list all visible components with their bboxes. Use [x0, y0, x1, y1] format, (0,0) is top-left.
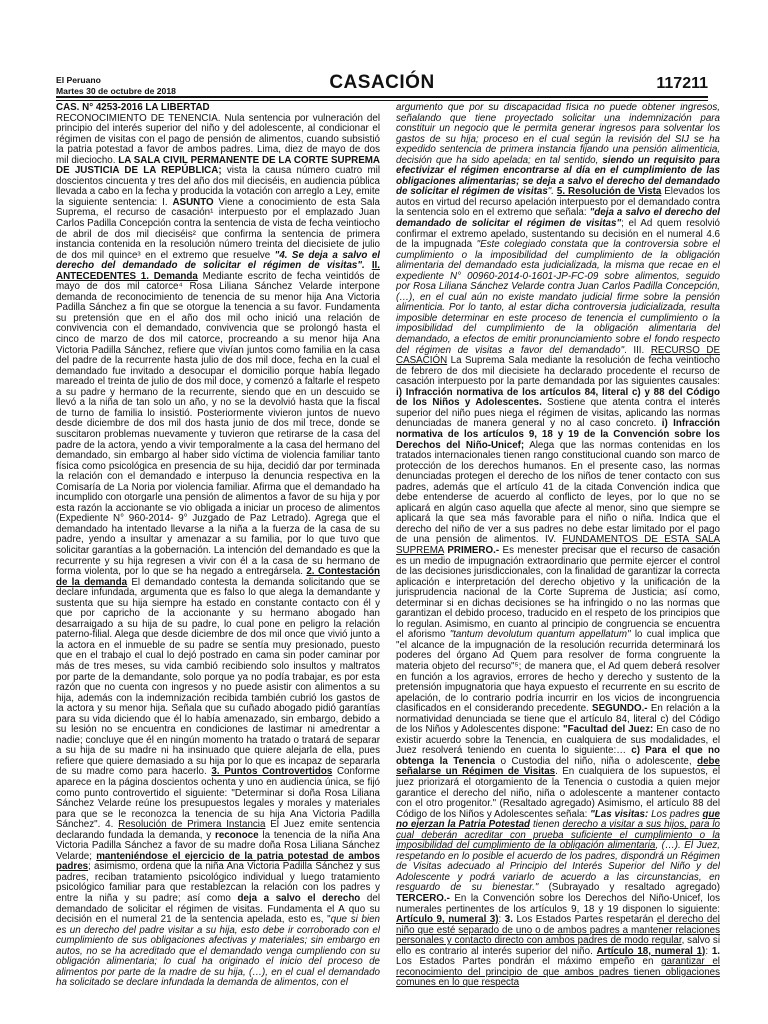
- paragraph: la tenencia de la niña Ana Victoria Padilla Sánchez a favor de su madre doña Rosa Liliana Sánchez Velarde;: [56, 829, 380, 862]
- section-heading: FUNDAMENTOS DE ESTA SALA SUPREMA: [396, 534, 720, 556]
- paragraph: vista la causa número cuatro mil doscientos cincuenta y tres del año dos mil dieciséis, en audiencia pública llevada a cabo en la fecha y producida la votación con arreglo a Ley, emite la siguiente sentencia: I.: [56, 165, 380, 208]
- paragraph: Los Estados Partes pondrán el máximo empeño en: [396, 956, 654, 968]
- quote: "tantum devolutum quantum appellatum": [449, 629, 631, 641]
- quote: ".: [547, 186, 554, 198]
- page-number: 117211: [656, 75, 708, 92]
- section-heading: ASUNTO: [172, 196, 214, 208]
- emphasis: "Las visitas:: [590, 808, 649, 820]
- quote: derecho a visitar a sus hijos, para lo cual deberán acreditar con prueba suficiente el cumplimiento o la imposibilidad del cumplimiento de la obligación alimentaria: [396, 819, 720, 852]
- emphasis: deja a salvo el derecho: [237, 893, 361, 905]
- emphasis: que no ejerzan la Patria Potestad: [396, 808, 720, 831]
- header-rule: [56, 100, 708, 101]
- paragraph: (Subrayado y resaltado agregado): [548, 882, 720, 894]
- paragraph: El Juez emite sentencia declarando fundada la demanda, y: [56, 819, 380, 841]
- causal-heading: i) Infracción normativa de los artículos 84, literal c) y 88 del Código de los Niños y Adolescentes.: [396, 386, 720, 409]
- paragraph: lo cual implica que "el alcance de la impugnación de la resolución recurrida determinará los poderes del órgano Ad Quem para resolver de forma congruente la materia objeto del recurso"⁵; de manera que, el Ad quem deberá resolver en función a los agravios, errores de hecho y derecho y sustento de la pretensión impugnatoria que haya expuesto el recurrente en su escrito de apelación, de lo contrario podría incurrir en los vicios de incongruencia clasificados en el considerando precedente.: [396, 629, 720, 715]
- paragraph: :: [498, 914, 502, 926]
- paragraph: Es menester precisar que el recurso de casación es un medio de impugnación extraordinario que permite ejercer el control de las decisiones jurisdiccionales, con la finalidad de garantizar la correcta aplicación e interpretación del derecho objetivo y la unificación de la jurisprudencia nacional de la Corte Suprema de Justicia; así como, determinar si en dichas decisiones se ha infringido o no las normas que garantizan el debido proceso, traducido en el respeto de los principios que lo regulan. Asimismo, en cuanto al principio de congruencia se encuentra el aforismo: [396, 544, 720, 641]
- section-title: CASACIÓN: [329, 72, 435, 93]
- causal-heading: i) Infracción normativa de los artículos 9, 18 y 19 de la Convención sobre los Derechos del Niño-Unicef;: [396, 418, 720, 451]
- emphasis: c) Para el que no obtenga la Tenencia: [396, 745, 720, 767]
- paragraph: Elevados los autos en virtud del recurso apelación interpuesto por el demandado contra la sentencia solo en el extremo que señala:: [396, 186, 720, 219]
- paragraph: En la Convención sobre los Derechos del Niño-Unicef, los numerales pertinentes de los artículos 9, 18 y 19 disponen lo siguiente:: [396, 893, 720, 915]
- paragraph: ; el Ad quem resolvió confirmar el extremo apelado, sustentando su decisión en el numeral 4.6 de la impugnada: [396, 218, 720, 251]
- article-heading: Artículo 9, numeral 3): [396, 914, 499, 926]
- ordinal-heading: TERCERO.-: [396, 893, 450, 905]
- emphasis: debe señalarse un Régimen de Visitas: [396, 755, 720, 778]
- underlined-text: el derecho del niño que esté separado de uno o de ambos padres a mantener relaciones personales y contacto directo con ambos padres de modo regular: [396, 914, 720, 947]
- case-summary: RECONOCIMIENTO DE TENENCIA. Nula sentencia por vulneración del principio del interés superior del niño y del adolescente, al condicionar el régimen de visitas con el pago de pensión de alimentos, cuando subsistió la patria potestad a favor de ambos padres. Lima, diez de mayo de dos mil dieciocho.: [56, 112, 380, 166]
- right-column: [396, 103, 720, 1013]
- paragraph: Sostiene que atenta contra el interés superior del niño pues niega el régimen de visitas, aplicando las normas denunciadas de manera general y no al caso concreto.: [396, 397, 720, 430]
- article-heading: Artículo 18, numeral 1): [596, 945, 706, 957]
- quote: "Este colegiado constata que la controversia sobre el cumplimiento o la imposibilidad del cumplimiento de la obligación alimentaria del demandado esta judicializada, la misma que recae en el expediente N° 00960-2014-0-1601-JP-FC-09 sobre alimentos, seguido por Rosa Liliana Sánchez Velarde contra Juan Carlos Padilla Concepción, (…), en el cual aún no existe mandato judicial firme sobre la pensión alimenticia. Por lo tanto, al estar dicha controversia judicializada, resulta imposible determinar en este proceso de tenencia el cumplimiento o la imposibilidad del cumplimiento de la obligación alimentaria del demandado, a efectos de emitir pronunciamiento sobre el fondo respecto del régimen de visitas a favor del demandado": [396, 239, 720, 356]
- section-heading: Resolución de Primera Instancia: [118, 819, 266, 831]
- issue-date: Martes 30 de octubre de 2018: [56, 85, 176, 96]
- quote: que si bien es un derecho del padre visitar a su hija, esto debe ir corroborado con el cumplimiento de sus obligaciones afectivas y materiales; sin embargo en autos, no se ha acreditado que el demandado venga cumpliendo con su obligación alimentaria; lo cual ha originado el inicio del proceso de alimentos por parte de la madre de su hija, (…), en el cual el demandado ha solicitado se declare infundada la demanda de alimentos, con el: [56, 914, 380, 989]
- paragraph: . III.: [624, 344, 645, 356]
- quote: siendo un requisito para efectivizar el régimen encontrarse al día en el cumplimiento de las obligaciones alimentarias; se deja a salvo el derecho del demandado de solicitar el régimen de visitas: [396, 154, 720, 198]
- section-heading: II. ANTECEDENTES 1. Demanda: [56, 260, 380, 282]
- section-heading: 2. Contestación de la demanda: [56, 566, 380, 588]
- quote: tienen: [532, 819, 560, 831]
- emphasis: reconoce: [215, 829, 259, 841]
- paragraph: Viene a conocimiento de esta Sala Suprema, el recurso de casación¹ interpuesto por el emplazado Juan Carlos Padilla Concepción contra la sentencia de vista de fecha veintiocho de abril de dos mil dieciséis² que confirma la sentencia de primera instancia contenida en la resolución número treinta del diecisiete de julio de dos mil quince³ en el extremo que resuelve: [56, 196, 380, 261]
- case-title: CAS. N° 4253-2016 LA LIBERTAD: [56, 103, 210, 113]
- quote: "4. Se deja a salvo el derecho del demandado de solicitar el régimen de visitas".: [56, 249, 380, 272]
- paragraph: Mediante escrito de fecha veintidós de mayo de dos mil catorce⁴ Rosa Liliana Sánchez Velarde interpone demanda de reconocimiento de tenencia de su menor hija Ana Victoria Padilla Sánchez a fin que se otorgue la tenencia a su favor. Fundamenta su pretensión que en el año dos mil ocho inició una relación de convivencia con el demandado, convivencia que se prolongó hasta el cinco de marzo de dos mil catorce, procreando a su menor hija Ana Victoria Padilla Sánchez, refiere que vivían juntos como familia en la casa del padre de la recurrente hasta julio de dos mil doce, fecha en la cual el demandado fue invitado a desocupar el domicilio porque había llegado mareado el treinta de julio de dos mil doce, y comenzó a faltarle el respeto a su padre y hermano de la recurrente, siendo que en un descuido se llevó a la niña de tan solo un año, y no se la devolvió hasta que la fiscal de turno de familia lo insistió. Posteriormente vivieron juntos de nuevo desde diciembre de dos mil dos hasta junio de dos mil trece, donde se suscitaron problemas nuevamente y tuvieron que retirarse de la casa del padre de la actora, yendo a vivir temporalmente a la casa del hermano del demandado, sin embargo al haber sido víctima de violencia familiar tanto física como psicológica en presencia de su hija, decidió dar por terminada la relación con el demandado e interpuso la denuncia respectiva en la Comisaría de La Noria por violencia familiar. Afirma que el demandado ha incumplido con otorgarle una pensión de alimentos a favor de su hija y por esta razón la accionante se vio obligada a iniciar un proceso de alimentos (Expediente N° 960-2014- 9° Juzgado de Paz Letrado). Agrega que el demandado ha intentado llevarse a la niña a la fuerza de la casa de su padre, yendo a insultar y amenazar a su familia, por lo que tuvo que solicitar garantías a la gobernación. La intención del demandado es que la recurrente y su hija regresen a vivir con él a la casa de su hermano de forma violenta, por lo que se ha negado a entregársela.: [56, 270, 380, 578]
- quote: Los padres: [651, 808, 700, 820]
- paragraph: Conforme aparece en la página doscientos ochenta y uno en audiencia única, se fijó como punto controvertido el siguiente: "Determinar si doña Rosa Liliana Sánchez Velarde reúne los presupuestos legales y morales y materiales para que se le reconozca la tenencia de su hija Ana Victoria Padilla Sánchez". 4.: [56, 766, 380, 831]
- section-heading: 5. Resolución de Vista: [556, 186, 662, 198]
- paragraph: ; asimismo, ordena que la niña Ana Victoria Padilla Sánchez y sus padres, reciban tratamiento psicológico individual y luego tratamiento psicológico familiar para que restablezcan la relación con los padres y entre la niña y su padre; así como: [56, 861, 380, 905]
- paragraph: o Custodia del niño, niña o adolescente,: [500, 755, 692, 767]
- section-heading: 3. Puntos Controvertidos: [211, 766, 333, 778]
- emphasis: 1.: [711, 945, 720, 957]
- left-column: [56, 103, 380, 1013]
- paragraph: Alega que las normas contenidas en los tratados internacionales tienen rango constitucional cuando son marco de protección de los derechos humanos. En el presente caso, las normas denunciadas protegen el derecho de los niños de tener contacto con sus padres, además que el artículo 41 de la citada Convención indica que debe entenderse de acuerdo al conflicto de leyes, por lo que no se aplicará en algún caso aquella que afecte al menor, sino que siempre se aplicará la que sea más favorable para el niño o niña. Indica que el derecho del niño de ver a sus padres no debe estar limitado por el pago de una pensión de alimentos. IV.: [396, 439, 720, 546]
- ordinal-heading: PRIMERO.-: [447, 544, 500, 556]
- paragraph: En caso de no existir acuerdo sobre la Tenencia, en cualquiera de sus modalidades, el Juez resolverá teniendo en cuenta lo siguiente:…: [396, 724, 720, 757]
- paragraph: del demandado de solicitar el régimen de visitas. Fundamenta el A quo su decisión en el numeral 21 de la sentencia apelada, esto es, ": [56, 893, 380, 926]
- paragraph: En relación a la normatividad denunciada se tiene que el artículo 84, literal c) del Código de los Niños y Adolescentes dispone:: [396, 703, 720, 736]
- section-heading: RECURSO DE CASACIÓN: [396, 344, 720, 367]
- court-name: LA SALA CIVIL PERMANENTE DE LA CORTE SUPREMA DE JUSTICIA DE LA REPÚBLICA;: [56, 154, 380, 177]
- emphasis: "Facultad del Juez:: [563, 724, 654, 736]
- paragraph: :: [705, 945, 709, 957]
- emphasis: 3.: [504, 914, 513, 926]
- quote: "deja a salvo el derecho del demandado de solicitar el régimen de visitas": [396, 207, 720, 230]
- quote: , (…). El Juez, respetando en lo posible el acuerdo de los padres, dispondrá un Régimen de Visitas adecuado al Principio del Interés Superior del Niño y del Adolescente y podrá variarlo de acuerdo a las circunstancias, en resguardo de su bienestar.": [396, 840, 720, 894]
- underlined-text: garantizar el reconocimiento del principio de que ambos padres tienen obligaciones comunes en lo que respecta: [396, 956, 720, 989]
- ordinal-heading: SEGUNDO.-: [592, 703, 648, 715]
- right-column-text: [396, 103, 720, 989]
- left-column-text: [56, 103, 380, 989]
- newspaper-name: El Peruano: [56, 75, 101, 85]
- page-header: [56, 72, 708, 98]
- emphasis: manteniéndose el ejercicio de la patria potestad de ambos padres: [56, 850, 380, 873]
- paragraph: Los Estados Partes respetarán: [516, 914, 654, 926]
- paragraph: . En cualquiera de los supuestos, el juez priorizará el otorgamiento de la Tenencia o custodia a quien mejor garantice el derecho del niño, niña o adolescente a mantener contacto con el otro progenitor." (Resaltado agregado) Asimismo, el artículo 88 del Código de los Niños y Adolescentes señala:: [396, 766, 720, 820]
- paragraph: , salvo si ello es contrario al interés superior del niño.: [396, 935, 720, 957]
- quote: argumento que por su discapacidad física no puede obtener ingresos, señalando que tiene proyectado solicitar una indemnización para constituir un negocio que le permita generar ingresos para solventar los gastos de su hija; proceso en el cual según la revisión del SIJ se ha expedido sentencia de primera instancia fijando una pensión alimenticia, decisión que ha sido apelada; en tal sentido,: [396, 103, 720, 166]
- paragraph: El demandado contesta la demanda solicitando que se declare infundada, argumenta que es falso lo que alega la demandante y sustenta que su hija siempre ha estado en constante contacto con él y que por capricho de la accionante y su hermano abogado han desarraigado a su hija de su padre, lo cual pone en peligro la relación paterno-filial. Alega que desde diciembre de dos mil once que vivió junto a la actora en el inmueble de su padre se sentía muy presionado, puesto que en el trabajo el cual lo dejó postrado en cama sin poder caminar por más de tres meses, su vida cambió recibiendo solo insultos y maltratos por parte de la demandante, solo porque ya no podía trabajar, es por esta razón que no cuenta con ingresos y no puede asistir con alimentos a su hija, además con la indemnización recibida también cubrió los gastos de la actora y su menor hija. Señala que su cuñado abogado pidió garantías para su vida diciendo que él lo había amenazado, sin embargo, debido a su lesión no se encuentra en condiciones de lastimar ni amedrentar a nadie; concluye que él en ningún momento ha tratado o tratará de separar a su hija de su madre ni ha insinuado que quiere alejarla de ella, pues refiere que quiere demasiado a su hija por lo que es incapaz de separarla de su madre como para hacerlo.: [56, 576, 380, 778]
- paragraph: La Suprema Sala mediante la resolución de fecha veintiocho de febrero de dos mil diecisiete ha declarado procedente el recurso de casación interpuesto por la parte demandada por las siguientes causales:: [396, 355, 720, 388]
